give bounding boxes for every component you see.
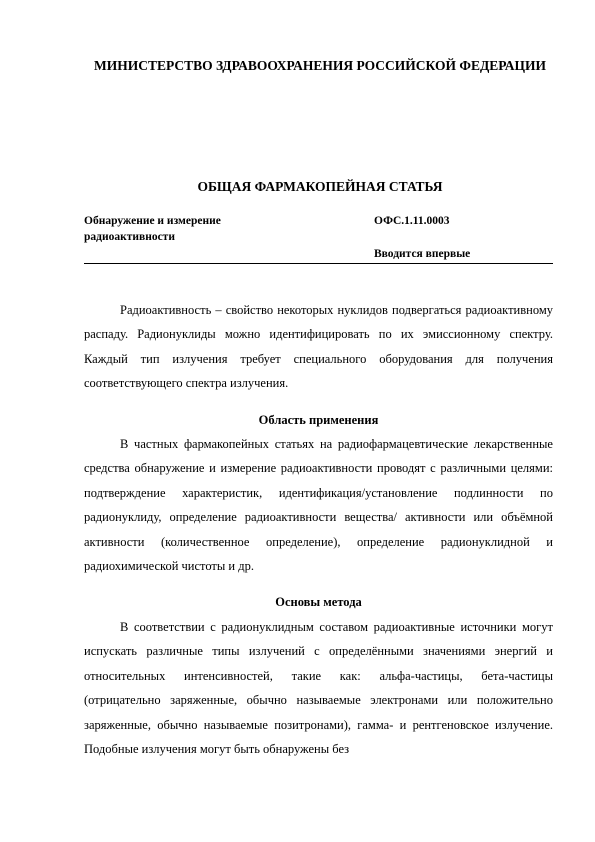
- introduction-note: Вводится впервые: [374, 248, 471, 260]
- section-heading-method: Основы метода: [275, 595, 362, 610]
- scope-paragraph: В частных фармакопейных статьях на радиофармацевтические лекарственные средства обнаружение и измерение радиоактивности проводят с различными целями: подтверждение характеристик, идентификация/установление подлинности по радионуклиду, определение радиоактивности вещества/ активности или объёмной активности (количественное определение), определение радионуклидной и радиохимической чистоты и др.: [84, 437, 553, 574]
- method-paragraph: В соответствии с радионуклидным составом радиоактивные источники могут испускать различные типы излучений с определёнными значениями энергий и относительных интенсивностей, такие как: альфа-частицы, бета-частицы (отрицательно заряженные, обычно называемые электронами или положительно заряженные, обычно называемые позитронами), гамма- и рентгеновское излучение. Подобные излучения могут быть обнаружены без: [84, 619, 553, 756]
- section-heading-scope: Область применения: [258, 412, 379, 427]
- article-body: [84, 298, 553, 761]
- header-divider: [84, 263, 553, 264]
- intro-paragraph: Радиоактивность – свойство некоторых нуклидов подвергаться радиоактивному распаду. Радионуклиды можно идентифицировать по их эмиссионному спектру. Каждый тип излучения требует специального оборудования для получения соответствующего спектра излучения.: [84, 303, 553, 391]
- spacer: [84, 578, 553, 586]
- spacer: [84, 396, 553, 404]
- article-subject: Обнаружение и измерение радиоактивности: [84, 215, 221, 243]
- ministry-heading: МИНИСТЕРСТВО ЗДРАВООХРАНЕНИЯ РОССИЙСКОЙ ФЕДЕРАЦИИ: [93, 58, 547, 73]
- document-title: ОБЩАЯ ФАРМАКОПЕЙНАЯ СТАТЬЯ: [197, 179, 443, 194]
- article-code: ОФС.1.11.0003: [374, 215, 450, 227]
